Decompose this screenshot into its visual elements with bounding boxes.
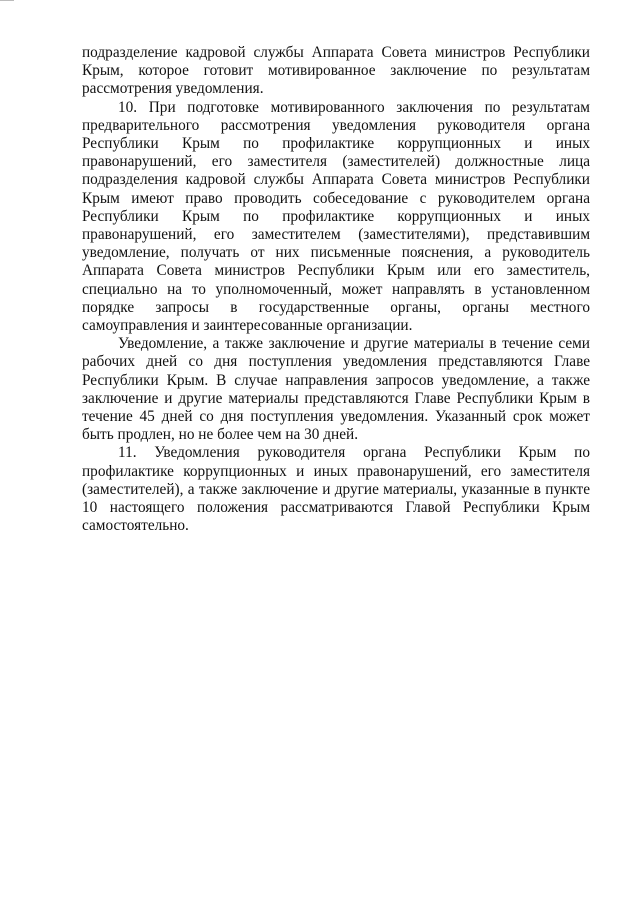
paragraph-notice: Уведомление, а также заключение и другие материалы в течение семи рабочих дней со дня поступления уведомления представляются Главе Республики Крым. В случае направления запросов уведомление, а также заключение и другие материалы представляются Главе Республики Крым в течение 45 дней со дня поступления уведомления. Указанный срок может быть продлен, но не более чем на 30 дней. — [82, 335, 590, 444]
paragraph-item-11: 11. Уведомления руководителя органа Республики Крым по профилактике коррупционных и иных правонарушений, его заместителя (заместителей), а также заключение и другие материалы, указанные в пункте 10 настоящего положения рассматриваются Главой Республики Крым самостоятельно. — [82, 444, 590, 535]
paragraph-item-10: 10. При подготовке мотивированного заключения по результатам предварительного рассмотрения уведомления руководителя органа Республики Крым по профилактике коррупционных и иных правонарушений, его заместителя (заместителей) должностные лица подразделения кадровой службы Аппарата Совета министров Республики Крым имеют право проводить собеседование с руководителем органа Республики Крым по профилактике коррупционных и иных правонарушений, его заместителем (заместителями), представившим уведомление, получать от них письменные пояснения, а руководитель Аппарата Совета министров Республики Крым или его заместитель, специально на то уполномоченный, может направлять в установленном порядке запросы в государственные органы, органы местного самоуправления и заинтересованные организации. — [82, 98, 590, 335]
paragraph-continuation: подразделение кадровой службы Аппарата Совета министров Республики Крым, которое готовит мотивированное заключение по результатам рассмотрения уведомления. — [82, 44, 590, 98]
document-page — [82, 44, 590, 535]
scan-edge-mark — [0, 0, 14, 5]
